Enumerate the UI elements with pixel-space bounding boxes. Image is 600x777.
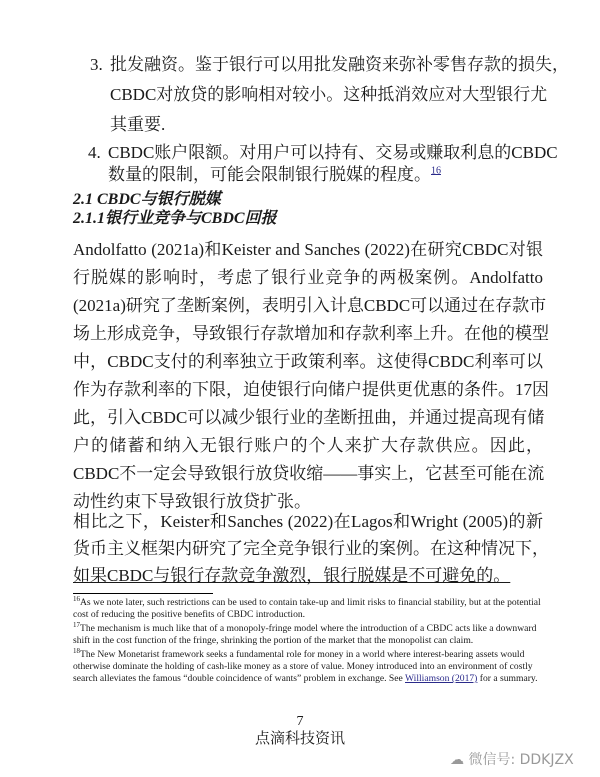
subsection-heading: 2.1.1银行业竞争与CBDC回报 xyxy=(73,210,277,227)
text-line: 相比之下，Keister和Sanches (2022)在Lagos和Wright (2005)的新 xyxy=(73,512,543,531)
page-number: 7 xyxy=(296,714,304,729)
footnote-text: The mechanism is much like that of a monopoly-fringe model where the introduction of a CBDC acts like a downward shift in the cost function of the fringe, shrinking the portion of the market that the monopolist can claim. xyxy=(73,623,537,646)
text-line: 户的储蓄和纳入无银行账户的个人来扩大存款供应。因此， xyxy=(73,436,543,455)
footnote-number: 18 xyxy=(73,646,80,655)
section-heading: 2.1 CBDC与银行脱媒 xyxy=(73,191,221,208)
footnote-text: As we note later, such restrictions can be used to contain take-up and limit risks to financial stability, but at the potential cost of reducing the positive benefits of CBDC introduction. xyxy=(73,597,541,620)
footnotes xyxy=(73,594,553,687)
wechat-icon: ☁ xyxy=(450,752,464,768)
text-line: 此，引入CBDC可以减少银行业的垄断扭曲，并通过提高现有储 xyxy=(73,408,545,427)
text-line: 动性约束下导致银行放贷扩张。 xyxy=(73,492,311,511)
text-line: 场上形成竞争，导致银行存款增加和存款利率上升。在他的模型 xyxy=(73,324,549,343)
footnote-17 xyxy=(73,620,553,647)
footnote-text: The New Monetarist framework seeks a fundamental role for money in a world where interest-bearing assets would otherwise dominate the holding of cash-like money as a store of value. Money introduced into an environment of costly search alleviates the famous “double coincidence of wants” problem in exchange. See xyxy=(73,649,533,684)
text-line: 其重要. xyxy=(110,115,166,134)
text-line: CBDC不一定会导致银行放贷收缩——事实上，它甚至可能在流 xyxy=(73,464,545,483)
text-line: CBDC对放贷的影响相对较小。这种抵消效应对大型银行尤 xyxy=(110,85,548,104)
list-number: 4. xyxy=(88,143,101,162)
text-line-content: 数量的限制，可能会限制银行脱媒的程度。 xyxy=(108,165,431,184)
text-line: 货币主义框架内研究了完全竞争银行业的案例。在这种情况下， xyxy=(73,539,549,558)
williamson-link[interactable]: Williamson (2017) xyxy=(405,673,478,684)
text-line: 如果CBDC与银行存款竞争激烈，银行脱媒是不可避免的。 xyxy=(73,566,511,585)
text-line: 批发融资。鉴于银行可以用批发融资来弥补零售存款的损失， xyxy=(110,55,569,74)
footnote-divider xyxy=(73,593,213,594)
wechat-watermark xyxy=(450,752,574,768)
list-number: 3. xyxy=(90,55,103,74)
footnote-text: for a summary. xyxy=(477,673,538,684)
text-line: 中，CBDC支付的利率独立于政策利率。这使得CBDC利率可以 xyxy=(73,352,543,371)
text-line: Andolfatto (2021a)和Keister and Sanches (2022)在研究CBDC对银 xyxy=(73,240,543,259)
text-line: 行脱媒的影响时，考虑了银行业竞争的两极案例。Andolfatto xyxy=(73,268,543,287)
text-line: 作为存款利率的下限，迫使银行向储户提供更优惠的条件。17因 xyxy=(73,380,549,399)
text-line xyxy=(108,165,441,185)
footnote-18 xyxy=(73,646,553,685)
footnote-number: 16 xyxy=(73,594,80,603)
text-line: (2021a)研究了垄断案例，表明引入计息CBDC可以通过在存款市 xyxy=(73,296,547,315)
watermark-text: 微信号: DDKJZX xyxy=(468,752,574,768)
footnote-number: 17 xyxy=(73,620,80,629)
footnote-ref-16[interactable]: 16 xyxy=(431,165,441,177)
footnote-16 xyxy=(73,594,553,621)
text-line: CBDC账户限额。对用户可以持有、交易或赚取利息的CBDC xyxy=(108,143,558,162)
footer-title: 点滴科技资讯 xyxy=(254,731,345,747)
